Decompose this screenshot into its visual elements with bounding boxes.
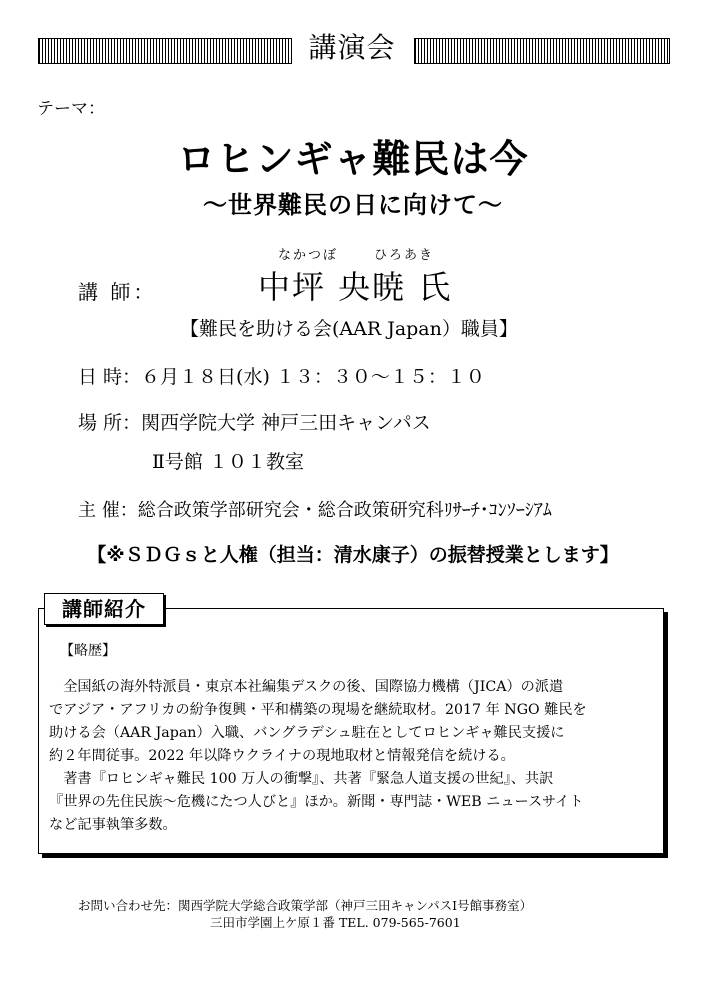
lecture-subtitle: ～世界難民の日に向けて～ [203,191,503,219]
bio-line: など記事執筆多数。 [49,817,177,833]
bio-line: 著書『ロヒンギャ難民 100 万人の衝撃』、共著『緊急人道支援の世紀』、共訳 [49,771,554,787]
bio-line: 『世界の先住民族～危機にたつ人びと』ほか。新聞・専門誌・WEB ニュースサイト [49,794,584,810]
profile-bio [49,676,655,837]
bio-line: 助ける会（AAR Japan）入職、バングラデシュ駐在としてロヒンギャ難民支援に [49,725,565,741]
profile-tab: 講師紹介 [44,593,164,625]
bio-line: 全国紙の海外特派員・東京本社編集デスクの後、国際協力機構（JICA）の派遣 [49,679,564,695]
organizer-row: 主 催：総合政策学部研究会・総合政策研究科ﾘｻｰﾁ･ｺﾝｿｰｼｱﾑ [78,500,552,521]
contact-line-1: お問い合わせ先：関西学院大学総合政策学部（神戸三田キャンパスⅠ号館事務室） [78,898,533,913]
lecturer-name: 中坪 央暁 氏 [258,268,453,306]
profile-heading: 【略歴】 [60,643,116,659]
ruby-given-name: ひろあき [374,248,435,263]
lecture-title: ロヒンギャ難民は今 [177,137,529,181]
lecturer-affiliation: 【難民を助ける会(AAR Japan）職員】 [180,318,518,340]
bio-line: 約２年間従事。2022 年以降ウクライナの現地取材と情報発信を続ける。 [49,748,515,764]
venue-row: 場 所：関西学院大学 神戸三田キャンパス [78,412,431,434]
venue-room-row: Ⅱ号館 １０１教室 [152,451,304,473]
contact-footer [0,897,706,931]
lecturer-label: 講 師： [78,280,157,304]
theme-label: テーマ： [37,99,105,119]
class-substitution-note: 【※ＳＤＧｓと人権（担当：清水康子）の振替授業とします】 [87,544,619,566]
contact-line-2: 三田市学園上ケ原１番 TEL. 079-565-7601 [210,915,461,930]
banner-hatch-left [38,38,292,64]
datetime-row: 日 時：６月１８日(水) １３：３０～１５：１０ [78,366,485,388]
banner-hatch-right [414,38,670,64]
bio-line: でアジア・アフリカの紛争復興・平和構築の現場を継続取材。2017 年 NGO 難民を [49,702,587,718]
banner-label: 講演会 [308,31,396,64]
ruby-family-name: なかつぼ [278,248,339,263]
